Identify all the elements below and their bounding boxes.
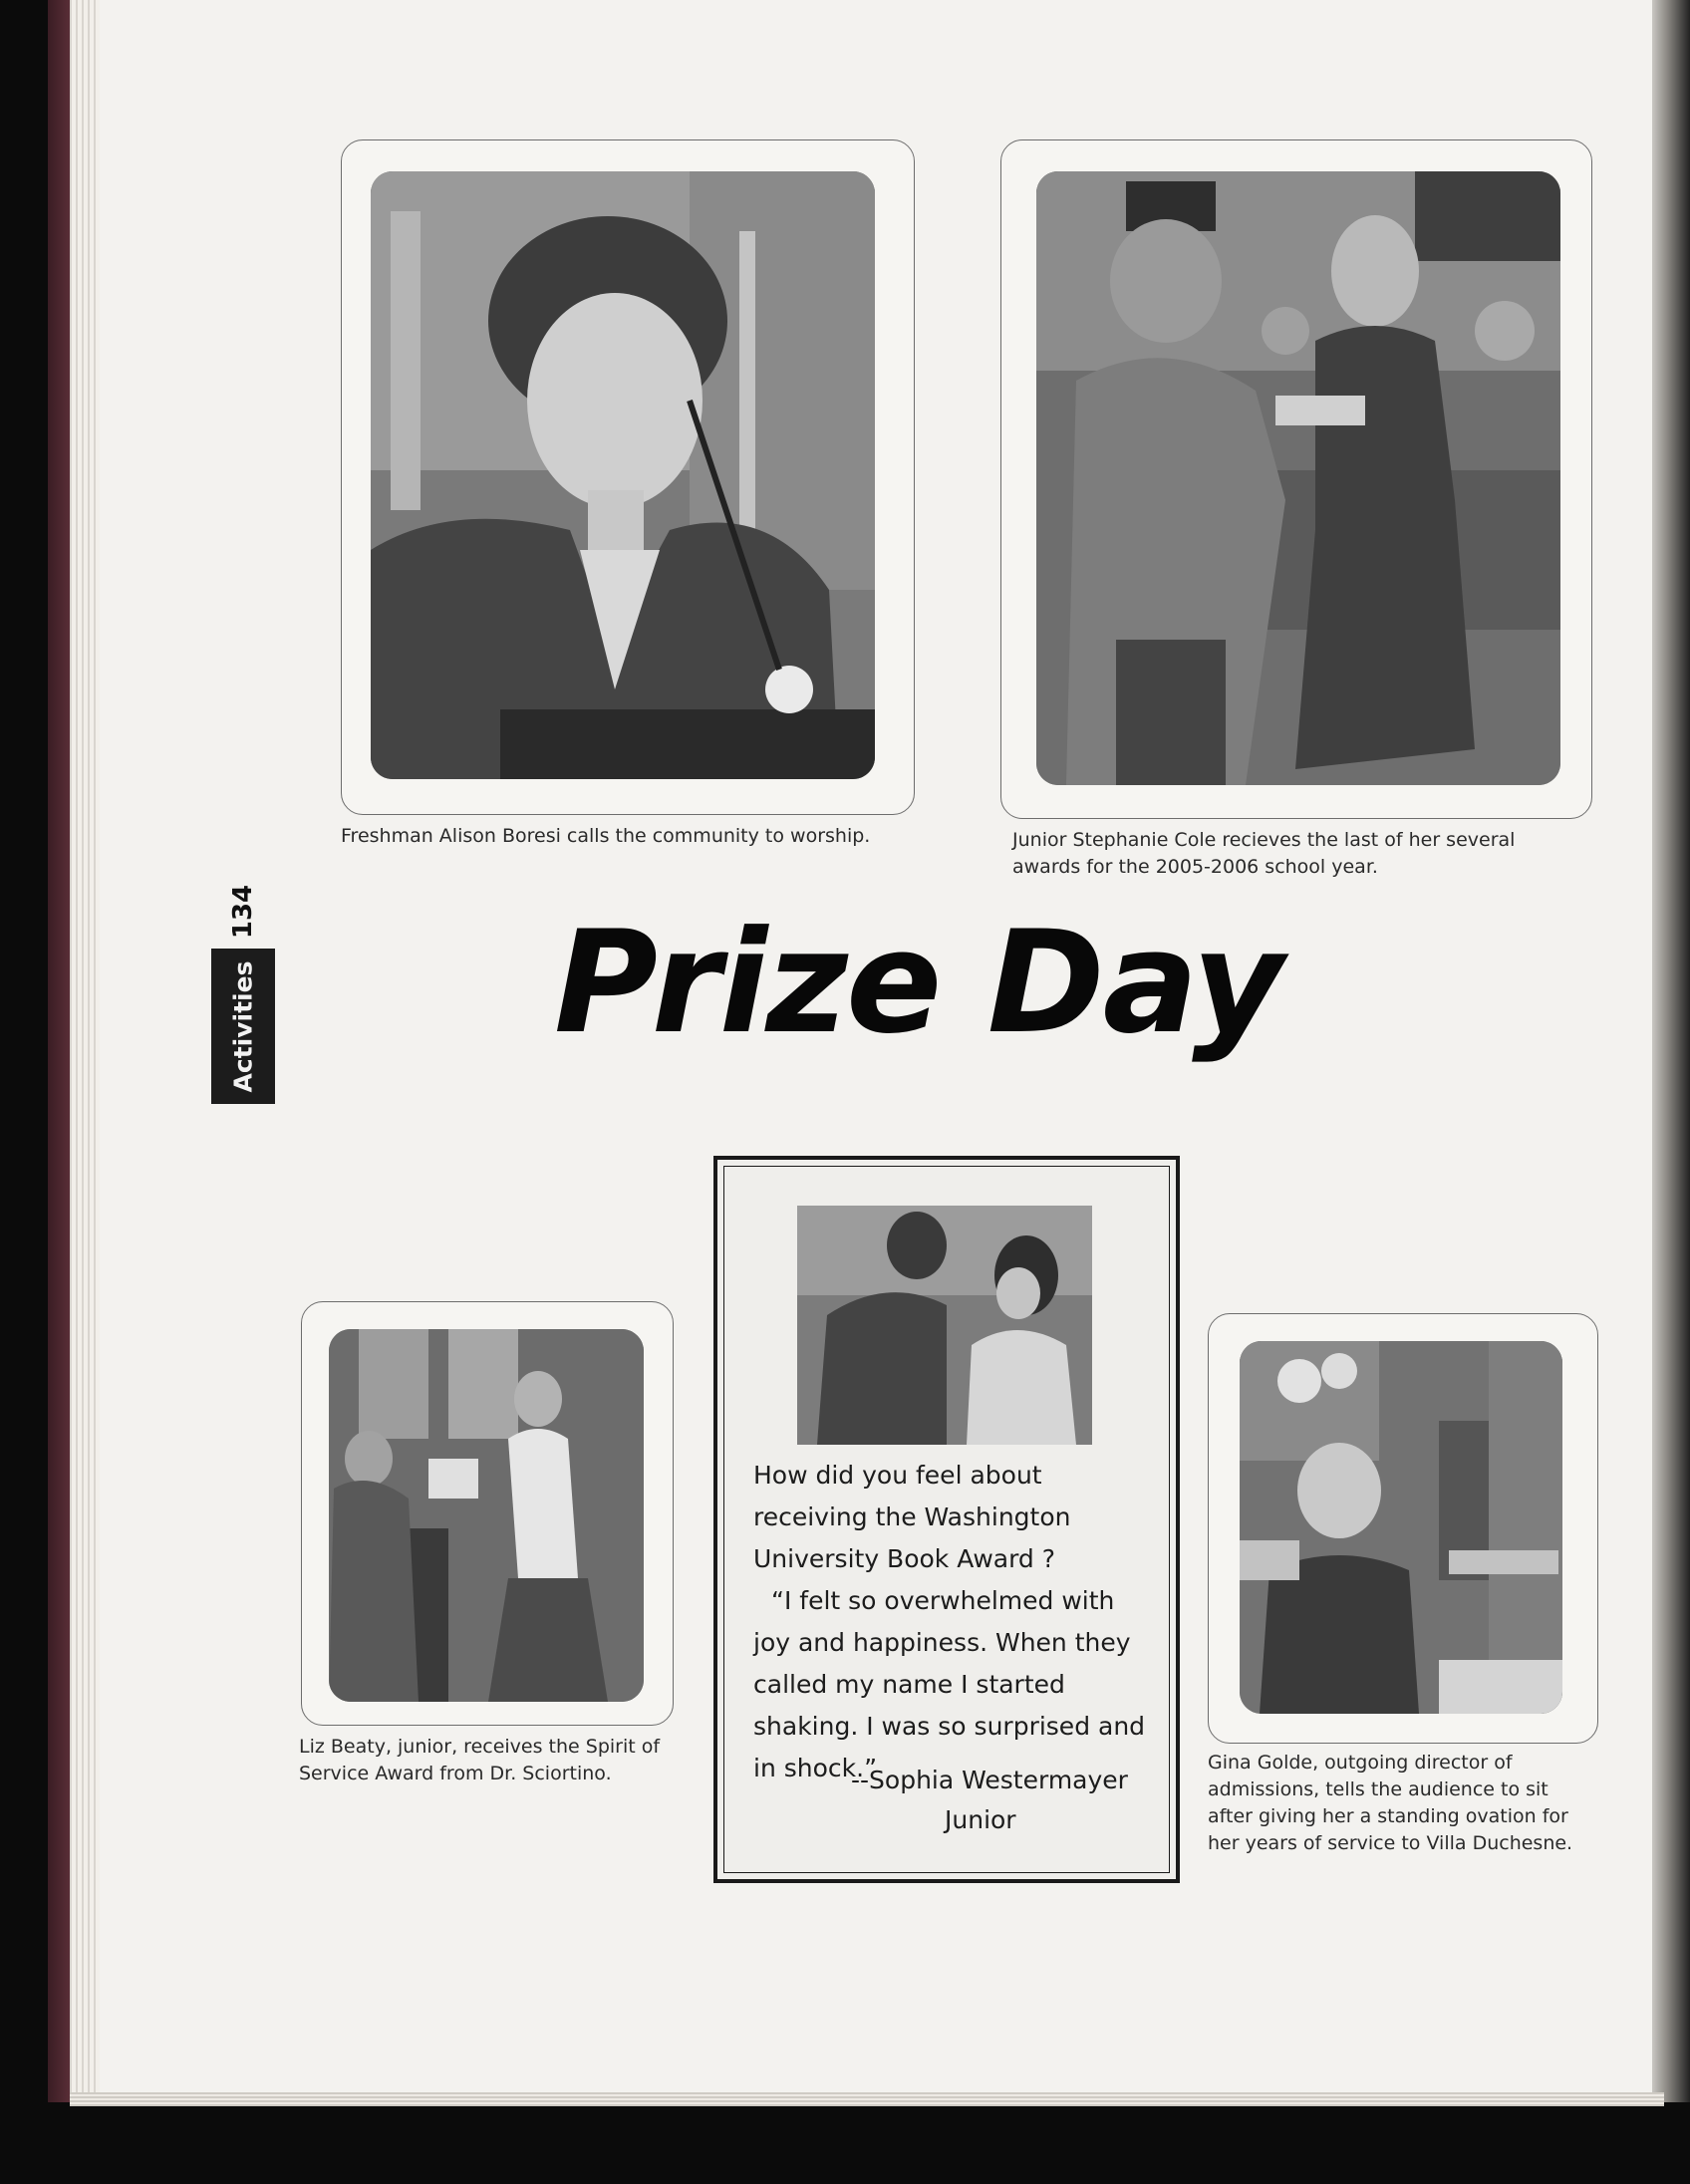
quote-answer: “I felt so overwhelmed with joy and happiness. When they called my name I started shaking. I was so surprised and in shock.” <box>753 1586 1146 1782</box>
photo-stephanie-cole <box>1036 171 1560 785</box>
facing-page-edge <box>1652 0 1690 2102</box>
caption-bottom-left: Liz Beaty, junior, receives the Spirit of Service Award from Dr. Sciortino. <box>299 1736 661 1784</box>
page-title: Prize Day <box>554 901 1282 1065</box>
quote-text <box>753 1455 1152 1789</box>
caption-bottom-right: Gina Golde, outgoing director of admissions, tells the audience to sit after giving her a standing ovation for her years of service to Villa Duchesne. <box>1208 1752 1573 1854</box>
caption-top-right: Junior Stephanie Cole recieves the last of her several awards for the 2005-2006 school year. <box>1012 829 1516 878</box>
page-number: 134 <box>228 884 258 940</box>
page-number-box <box>211 879 275 945</box>
quote-attribution-name: --Sophia Westermayer <box>851 1766 1128 1794</box>
photo-alison-boresi <box>371 171 875 779</box>
section-tab <box>211 879 275 1106</box>
photo-liz-beaty <box>329 1329 644 1702</box>
quote-box <box>713 1156 1180 1883</box>
quote-question: How did you feel about receiving the Washington University Book Award ? <box>753 1461 1071 1573</box>
quote-attribution-grade: Junior <box>945 1805 1016 1834</box>
caption-top-left: Freshman Alison Boresi calls the community to worship. <box>341 825 871 847</box>
photo-sophia-westermayer <box>797 1206 1092 1445</box>
section-label-box <box>211 949 275 1104</box>
page-bottom-edge <box>70 2092 1664 2106</box>
section-label: Activities <box>228 960 258 1092</box>
photo-gina-golde <box>1240 1341 1562 1714</box>
